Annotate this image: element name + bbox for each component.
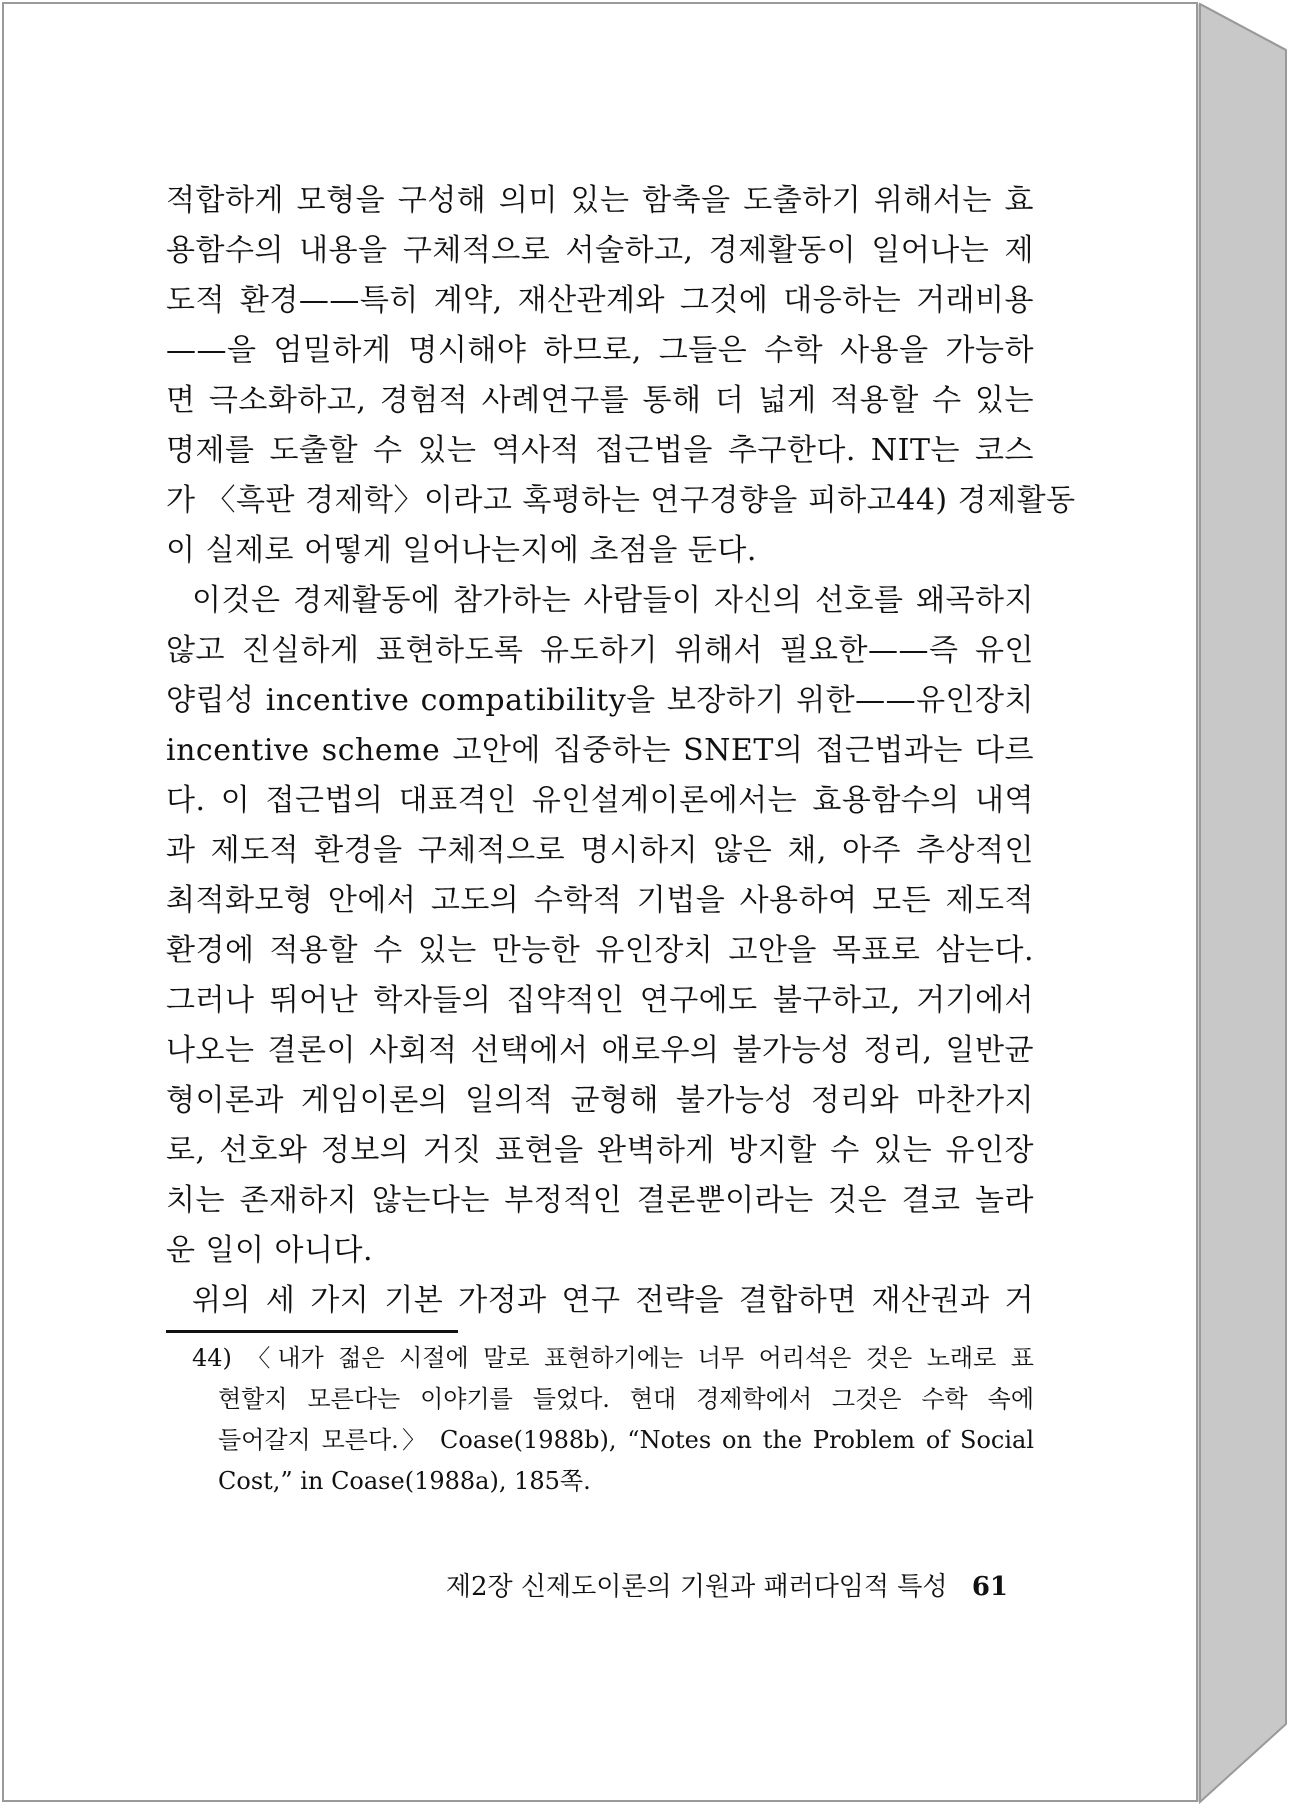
- footnote-divider: [166, 1330, 458, 1333]
- body-line: 과 제도적 환경을 구체적으로 명시하지 않은 채, 아주 추상적인: [166, 833, 1034, 868]
- footnote-line: Cost,” in Coase(1988a), 185쪽.: [218, 1467, 591, 1495]
- body-line: 면 극소화하고, 경험적 사례연구를 통해 더 넓게 적용할 수 있는: [166, 383, 1034, 418]
- body-line: 양립성 incentive compatibility을 보장하기 위한——유인장치: [166, 683, 1034, 718]
- body-line: 명제를 도출할 수 있는 역사적 접근법을 추구한다. NIT는 코스: [166, 433, 1034, 468]
- body-line: 최적화모형 안에서 고도의 수학적 기법을 사용하여 모든 제도적: [166, 883, 1034, 918]
- running-footer: [166, 1566, 1008, 1603]
- body-line: incentive scheme 고안에 집중하는 SNET의 접근법과는 다르: [166, 733, 1034, 768]
- body-line: 이것은 경제활동에 참가하는 사람들이 자신의 선호를 왜곡하지: [192, 583, 1034, 618]
- footnote-line: 44) 〈내가 젊은 시절에 말로 표현하기에는 너무 어리석은 것은 노래로 표: [192, 1344, 1034, 1372]
- body-line: 않고 진실하게 표현하도록 유도하기 위해서 필요한——즉 유인: [166, 633, 1034, 668]
- page-number: 61: [971, 1572, 1008, 1602]
- body-line: 가 〈흑판 경제학〉이라고 혹평하는 연구경향을 피하고44) 경제활동: [166, 483, 1076, 518]
- body-line: 로, 선호와 정보의 거짓 표현을 완벽하게 방지할 수 있는 유인장: [166, 1133, 1034, 1168]
- body-line: ——을 엄밀하게 명시해야 하므로, 그들은 수학 사용을 가능하: [166, 333, 1034, 368]
- footnote-line: 현할지 모른다는 이야기를 들었다. 현대 경제학에서 그것은 수학 속에: [218, 1385, 1034, 1413]
- body-line: 용함수의 내용을 구체적으로 서술하고, 경제활동이 일어나는 제: [166, 233, 1034, 268]
- body-line: 나오는 결론이 사회적 선택에서 애로우의 불가능성 정리, 일반균: [166, 1033, 1034, 1068]
- body-line: 이 실제로 어떻게 일어나는지에 초점을 둔다.: [166, 533, 757, 568]
- body-line: 도적 환경——특히 계약, 재산관계와 그것에 대응하는 거래비용: [166, 283, 1034, 318]
- body-line: 형이론과 게임이론의 일의적 균형해 불가능성 정리와 마찬가지: [166, 1083, 1034, 1118]
- footnote-line: 들어갈지 모른다.〉 Coase(1988b), “Notes on the Problem of Social: [218, 1426, 1034, 1454]
- body-line: 다. 이 접근법의 대표격인 유인설계이론에서는 효용함수의 내역: [166, 783, 1034, 818]
- body-line: 그러나 뛰어난 학자들의 집약적인 연구에도 불구하고, 거기에서: [166, 983, 1034, 1018]
- body-line: 치는 존재하지 않는다는 부정적인 결론뿐이라는 것은 결코 놀라: [166, 1183, 1034, 1218]
- body-line: 운 일이 아니다.: [166, 1233, 373, 1268]
- body-text: [166, 176, 1076, 1326]
- body-line: 위의 세 가지 기본 가정과 연구 전략을 결합하면 재산권과 거: [192, 1283, 1034, 1318]
- chapter-title: 제2장 신제도이론의 기원과 패러다임적 특성: [445, 1572, 948, 1602]
- body-line: 적합하게 모형을 구성해 의미 있는 함축을 도출하기 위해서는 효: [166, 183, 1034, 218]
- footnote-44: [192, 1338, 1034, 1502]
- body-line: 환경에 적용할 수 있는 만능한 유인장치 고안을 목표로 삼는다.: [166, 933, 1034, 968]
